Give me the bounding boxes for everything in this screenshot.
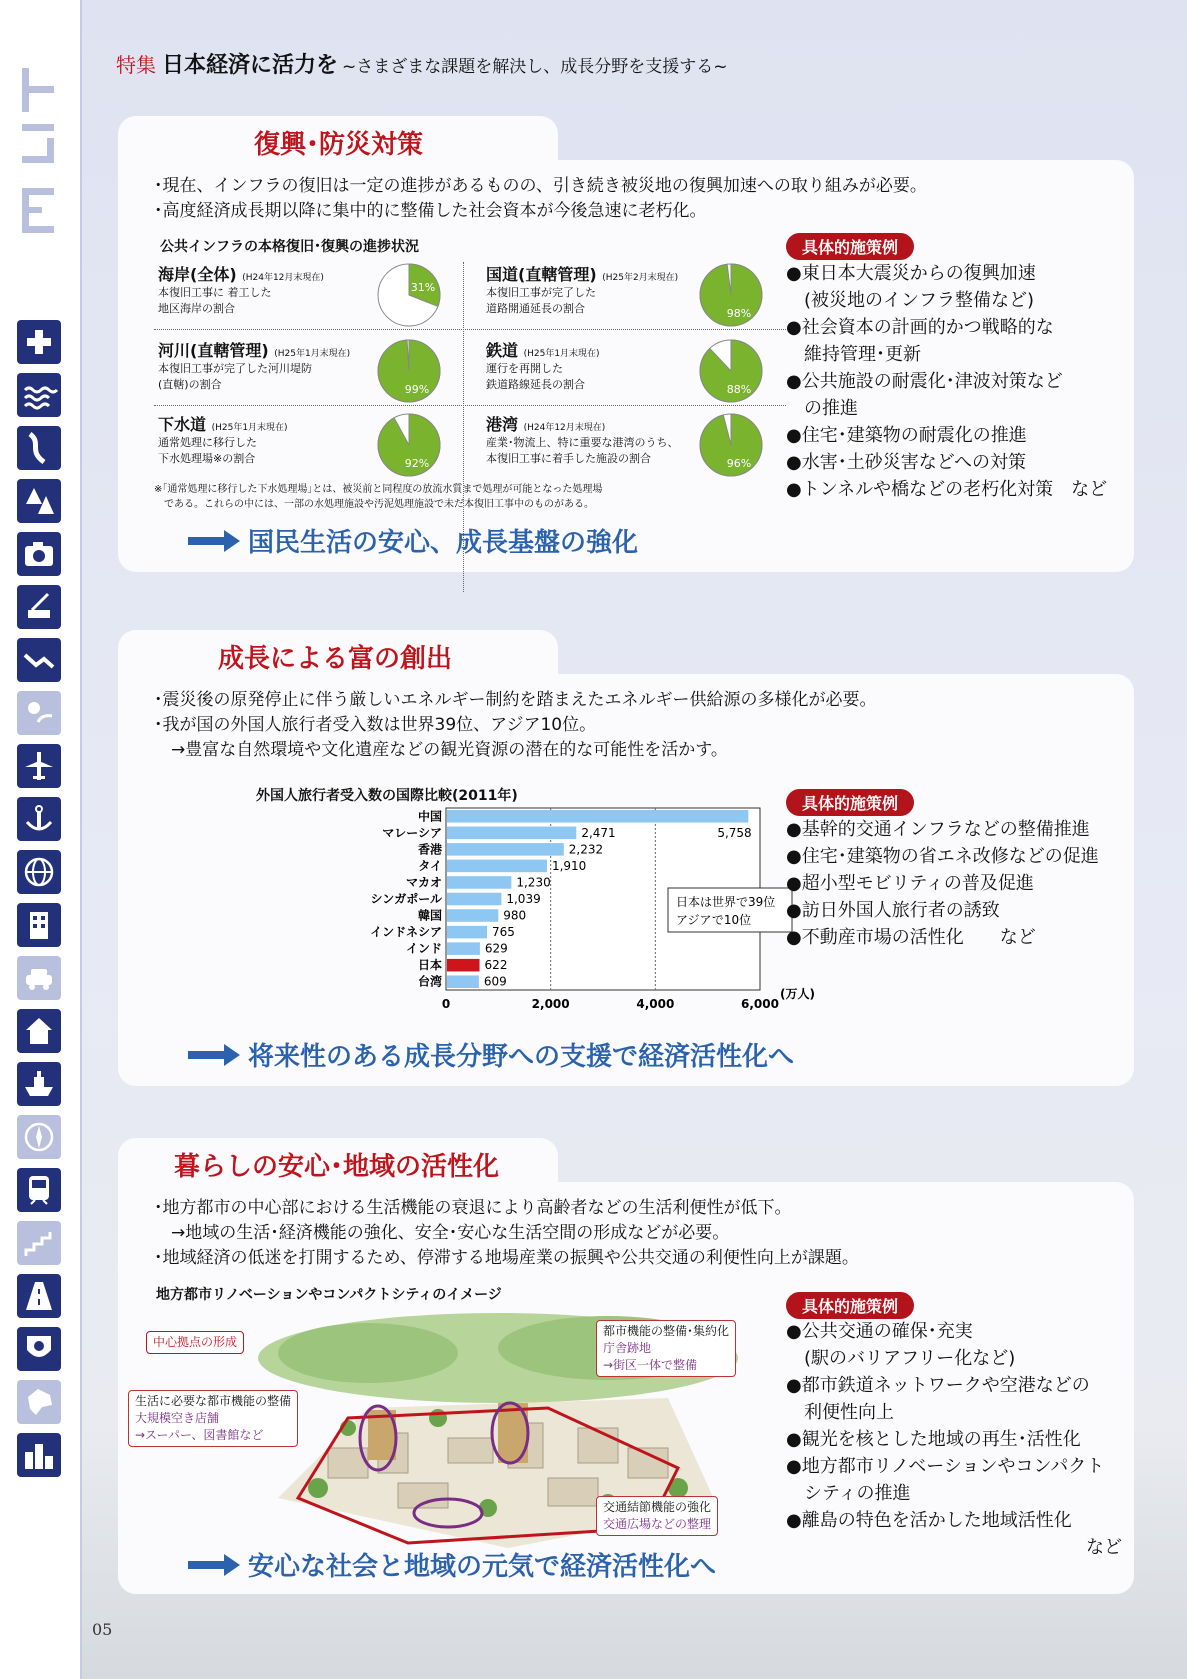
footnote [154, 482, 602, 512]
medical-cross-icon[interactable] [17, 320, 61, 364]
bar [447, 843, 564, 856]
progress-desc: 本復旧工事に 着工した [158, 286, 272, 299]
callout-line: 大規模空き店舗 [135, 1411, 220, 1425]
callout-transit [596, 1496, 718, 1536]
lead-line: →豊富な自然環境や文化遺産などの観光資源の潜在的な可能性を活かす。 [154, 740, 728, 760]
progress-item [486, 412, 786, 484]
progress-name: 下水道 [158, 415, 207, 434]
progress-item [158, 412, 458, 484]
measures-badge: 具体的施策例 [786, 1292, 914, 1319]
hokkaido-icon[interactable] [17, 1380, 61, 1424]
camera-icon[interactable] [17, 532, 61, 576]
house-icon[interactable] [17, 1009, 61, 1053]
sidebar [0, 0, 82, 1679]
progress-date: (H24年12月末現在) [242, 273, 324, 283]
measure-item: ●訪日外国人旅行者の誘致 [786, 900, 1000, 921]
progress-desc: 本復旧工事が完了した [486, 286, 596, 299]
callout-line: →街区一体で整備 [603, 1358, 698, 1372]
footnote-line: である。これらの中には、一部の水処理施設や汚泥処理施設で未だ本復旧工事中のものがある。 [154, 499, 594, 510]
measure-item: ●住宅･建築物の耐震化の推進 [786, 425, 1027, 446]
bar [447, 860, 547, 873]
pie-chart [698, 412, 764, 478]
progress-name: 港湾 [486, 415, 519, 434]
progress-desc: 地区海岸の割合 [158, 302, 235, 315]
progress-desc: 道路開通延長の割合 [486, 302, 585, 315]
progress-date: (H25年2月末現在) [602, 273, 679, 283]
chart-title: 外国人旅行者受入数の国際比較(2011年) [256, 788, 518, 804]
callout-title: 生活に必要な都市機能の整備 [135, 1394, 292, 1408]
progress-date: (H25年1月末現在) [211, 423, 288, 433]
page-header [116, 48, 728, 79]
ship-icon[interactable] [17, 1062, 61, 1106]
mlit-logo [20, 68, 56, 238]
bar [447, 926, 487, 939]
callout-life [128, 1390, 298, 1447]
section-reconstruction [118, 116, 1134, 572]
progress-item [486, 262, 786, 334]
progress-name: 鉄道 [486, 341, 519, 360]
conclusion-text: 将来性のある成長分野への支援で経済活性化へ [248, 1042, 795, 1072]
bar [447, 893, 501, 906]
value-label: 5,758 [717, 825, 752, 840]
annotation-text: 日本は世界で39位 [676, 895, 776, 909]
arrow-right-icon [188, 1554, 240, 1576]
measure-item: ●不動産市場の活性化 など [786, 927, 1036, 948]
arrow-right-icon [188, 1044, 240, 1066]
category-label: 香港 [417, 842, 442, 857]
pie-label: 99% [404, 383, 430, 396]
measure-item: ●水害･土砂災害などへの対策 [786, 452, 1026, 473]
measure-item: ●東日本大震災からの復興加速 [786, 263, 1036, 284]
pie-label: 88% [726, 383, 752, 396]
river-icon[interactable] [17, 426, 61, 470]
measure-item: ●公共交通の確保･充実 [786, 1321, 973, 1342]
bar [447, 942, 480, 955]
progress-desc: 産業･物流上、特に重要な港湾のうち、 [486, 436, 679, 449]
lead-line: ･震災後の原発停止に伴う厳しいエネルギー制約を踏まえたエネルギー供給源の多様化が必要。 [154, 690, 877, 710]
pie-label: 98% [726, 307, 752, 320]
pie-label: 31% [410, 281, 436, 294]
stairs-icon[interactable] [17, 1221, 61, 1265]
emblem-icon[interactable] [17, 1327, 61, 1371]
measure-item: ●地方都市リノベーションやコンパクト [786, 1456, 1105, 1477]
progress-desc: 運行を再開した [486, 362, 563, 375]
category-label: インド [405, 941, 442, 956]
pie-chart [376, 412, 442, 478]
value-label: 1,910 [551, 858, 587, 873]
category-label: 中国 [417, 809, 442, 824]
value-label: 609 [483, 974, 507, 989]
value-label: 629 [484, 941, 508, 956]
handshake-icon[interactable] [17, 638, 61, 682]
measure-item: ●観光を核とした地域の再生･活性化 [786, 1429, 1081, 1450]
progress-name: 海岸(全体) [158, 265, 237, 284]
bar-chart [228, 806, 815, 1026]
measure-item: (被災地のインフラ整備など) [786, 290, 1035, 311]
lead-line: ･高度経済成長期以降に集中的に整備した社会資本が今後急速に老朽化。 [154, 201, 707, 221]
progress-desc: 鉄道路線延長の割合 [486, 378, 585, 391]
value-label: 1,039 [506, 892, 541, 906]
category-label: インドネシア [370, 925, 442, 940]
progress-date: (H24年12月末現在) [523, 423, 606, 433]
tick-label: 6,000 [741, 997, 779, 1011]
measure-item: ●都市鉄道ネットワークや空港などの [786, 1375, 1090, 1396]
bar [447, 810, 748, 823]
bar [447, 909, 498, 922]
progress-date: (H25年1月末現在) [523, 349, 600, 359]
measure-item: 利便性向上 [786, 1402, 894, 1423]
category-label: 韓国 [417, 908, 442, 923]
pie-chart [376, 262, 442, 328]
anchor-icon[interactable] [17, 797, 61, 841]
callout-line: →スーパー、図書館など [135, 1428, 264, 1442]
callout-line: 庁舎跡地 [603, 1341, 652, 1355]
measures-list [786, 816, 1099, 951]
category-label: シンガポール [370, 892, 442, 906]
car-icon[interactable] [17, 956, 61, 1000]
lead-line: ･地域経済の低迷を打開するため、停滞する地場産業の振興や公共交通の利便性向上が課題。 [154, 1248, 859, 1268]
measure-item: ●基幹的交通インフラなどの整備推進 [786, 819, 1090, 840]
measure-item: など [1086, 1537, 1122, 1558]
lead-line: ･我が国の外国人旅行者受入数は世界39位、アジア10位。 [154, 715, 597, 735]
measures-list [786, 1318, 1122, 1561]
page-subtitle: ~さまざまな課題を解決し、成長分野を支援する~ [342, 57, 728, 77]
value-label: 2,471 [581, 825, 616, 840]
waves-icon[interactable] [17, 373, 61, 417]
compass-icon[interactable] [17, 1115, 61, 1159]
lead-line: ･現在、インフラの復旧は一定の進捗があるものの、引き続き被災地の復興加速への取り組みが必要。 [154, 176, 927, 196]
progress-name: 河川(直轄管理) [158, 341, 269, 360]
callout-urban [596, 1320, 736, 1377]
measure-item: の推進 [786, 398, 858, 419]
forest-icon[interactable] [17, 479, 61, 523]
page-number: 05 [92, 1620, 113, 1639]
measure-item: ●トンネルや橋などの老朽化対策 など [786, 479, 1108, 500]
progress-date: (H25年1月末現在) [274, 349, 351, 359]
bar [447, 827, 576, 840]
building-icon[interactable] [17, 903, 61, 947]
progress-item [158, 262, 458, 334]
progress-desc: 下水処理場※の割合 [158, 452, 256, 465]
page-title: 日本経済に活力を [162, 53, 339, 78]
bar [447, 959, 480, 972]
callout-title: 交通結節機能の強化 [603, 1500, 712, 1514]
pie-chart [698, 338, 764, 404]
progress-desc: (直轄)の割合 [158, 378, 222, 391]
section-lead [154, 174, 927, 224]
airplane-icon[interactable] [17, 744, 61, 788]
tick-label: 2,000 [531, 997, 570, 1011]
section-title: 成長による富の創出 [218, 644, 453, 674]
measure-item: ●住宅･建築物の省エネ改修などの促進 [786, 846, 1099, 867]
progress-desc: 通常処理に移行した [158, 436, 257, 449]
conclusion [188, 1546, 716, 1583]
progress-item [486, 338, 786, 410]
measures-list [786, 260, 1107, 503]
sidebar-icon-list [17, 320, 61, 1486]
measure-item: ●超小型モビリティの普及促進 [786, 873, 1034, 894]
category-label: 日本 [417, 958, 442, 973]
pie-label: 92% [404, 457, 430, 470]
value-label: 2,232 [568, 842, 604, 857]
unit-label: (万人) [780, 987, 815, 1001]
measure-item: ●離島の特色を活かした地域活性化 [786, 1510, 1072, 1531]
pie-chart [376, 338, 442, 404]
road-icon[interactable] [17, 1274, 61, 1318]
callout-core: 中心拠点の形成 [146, 1331, 244, 1354]
lead-line: →地域の生活･経済機能の強化、安全･安心な生活空間の形成などが必要。 [154, 1223, 730, 1243]
category-label: タイ [418, 858, 442, 873]
progress-desc: 本復旧工事が完了した河川堤防 [158, 362, 312, 375]
construction-icon[interactable] [17, 585, 61, 629]
weather-icon[interactable] [17, 691, 61, 735]
section-lead [154, 1196, 859, 1271]
value-label: 980 [503, 908, 527, 923]
measures-badge: 具体的施策例 [786, 789, 914, 816]
image-title: 地方都市リノベーションやコンパクトシティのイメージ [156, 1287, 502, 1303]
progress-title: 公共インフラの本格復旧･復興の進捗状況 [160, 239, 419, 255]
measure-item: シティの推進 [786, 1483, 911, 1504]
bar [447, 975, 479, 988]
measure-item: ●公共施設の耐震化･津波対策など [786, 371, 1063, 392]
progress-desc: 本復旧工事に着手した施設の割合 [486, 452, 651, 465]
value-label: 765 [492, 925, 515, 940]
callout-line: 交通広場などの整理 [603, 1517, 712, 1531]
section-community [118, 1138, 1134, 1594]
city-icon[interactable] [17, 1433, 61, 1477]
section-title: 暮らしの安心･地域の活性化 [174, 1152, 500, 1182]
globe-icon[interactable] [17, 850, 61, 894]
category-label: 台湾 [417, 974, 442, 989]
progress-name: 国道(直轄管理) [486, 265, 597, 284]
measure-item: ●社会資本の計画的かつ戦略的な [786, 317, 1054, 338]
lead-line: ･地方都市の中心部における生活機能の衰退により高齢者などの生活利便性が低下。 [154, 1198, 792, 1218]
conclusion [188, 1036, 794, 1073]
progress-item [158, 338, 458, 410]
pie-label: 96% [726, 457, 752, 470]
category-label: マカオ [405, 875, 442, 890]
tick-label: 0 [441, 997, 451, 1011]
tokushu-label: 特集 [116, 53, 156, 77]
category-label: マレーシア [382, 825, 442, 840]
conclusion [188, 522, 638, 559]
train-icon[interactable] [17, 1168, 61, 1212]
value-label: 622 [484, 958, 508, 973]
conclusion-text: 国民生活の安心、成長基盤の強化 [248, 528, 639, 558]
value-label: 1,230 [516, 875, 551, 890]
section-lead [154, 688, 877, 763]
section-growth [118, 630, 1134, 1086]
measure-item: (駅のバリアフリー化など) [786, 1348, 1016, 1369]
annotation-text: アジアで10位 [676, 913, 752, 927]
callout-title: 都市機能の整備･集約化 [603, 1324, 730, 1338]
bar [447, 876, 511, 889]
pie-chart [698, 262, 764, 328]
measures-badge: 具体的施策例 [786, 233, 914, 260]
section-title: 復興･防災対策 [254, 130, 424, 160]
arrow-right-icon [188, 530, 240, 552]
measure-item: 維持管理･更新 [786, 344, 921, 365]
footnote-line: ※｢通常処理に移行した下水処理場｣とは、被災前と同程度の放流水質まで処理が可能となった処理場 [154, 484, 603, 495]
tick-label: 4,000 [636, 997, 675, 1011]
conclusion-text: 安心な社会と地域の元気で経済活性化へ [248, 1552, 717, 1582]
